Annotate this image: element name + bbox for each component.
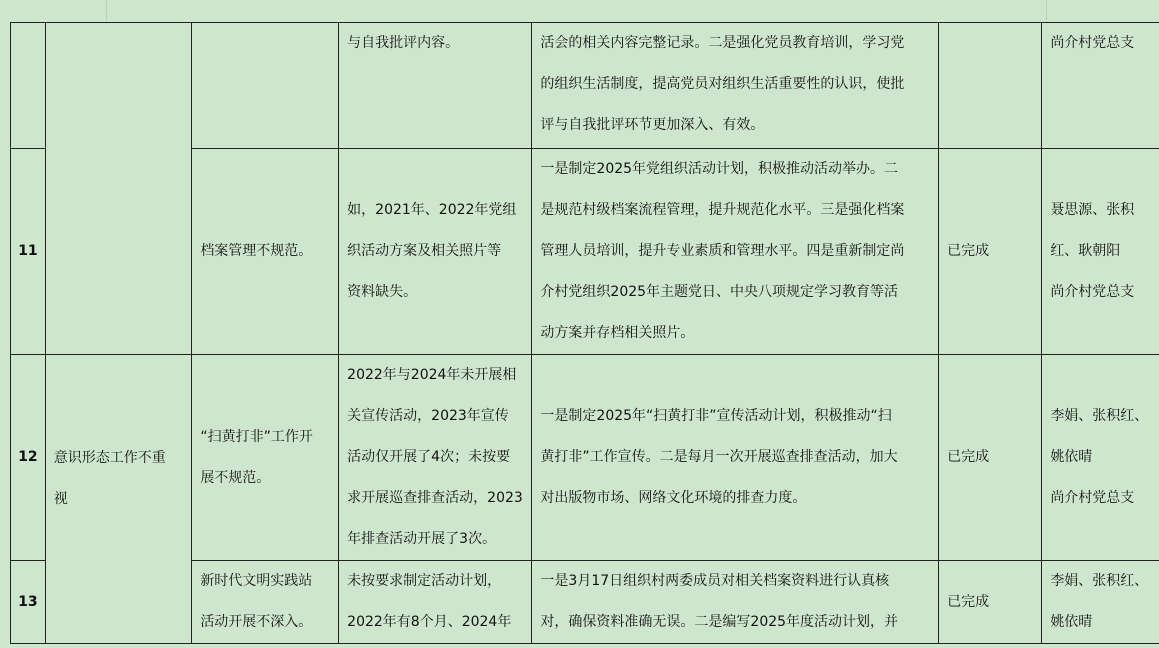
responsible-cell [1042,355,1159,561]
measures-cell [532,561,939,644]
measures-cell [532,149,939,355]
detail-text: 未按要求制定活动计划， 2022年有8个月、2024年 [347,573,512,630]
responsible-cell [1042,561,1159,644]
page-margin-mark-right [1046,0,1047,22]
rectification-table [10,22,1159,644]
status-cell: 已完成 [939,561,1042,644]
measures-cell [532,23,939,149]
detail-cell [339,355,532,561]
responsible-cell [1042,23,1159,149]
table-row [11,23,1159,149]
responsible-text: 李娟、张积红、 姚依晴 尚介村党总支 [1050,408,1149,506]
detail-cell [339,149,532,355]
category-cell [45,355,192,644]
measures-text: 一是制定2025年“扫黄打非”宣传活动计划，积极推动“扫 黄打非”工作宣传。二是每月一次开展巡查排查活动，加大 对出版物市场、网络文化环境的排查力度。 [540,408,898,506]
issue-cell [192,149,339,355]
status-cell [939,23,1042,149]
category-cell [45,23,192,355]
measures-text: 活会的相关内容完整记录。二是强化党员教育培训，学习党 的组织生活制度，提高党员对组织生活重要性的认识，使批 评与自我批评环节更加深入、有效。 [540,35,905,133]
detail-text: 与自我批评内容。 [347,35,460,51]
detail-text: 如，2021年、2022年党组 织活动方案及相关照片等 资料缺失。 [347,202,517,300]
responsible-text: 尚介村党总支 [1050,35,1135,51]
issue-cell [192,355,339,561]
table-row [11,355,1159,561]
issue-text: 档案管理不规范。 [200,243,313,259]
detail-cell [339,561,532,644]
row-number-cell [11,23,46,149]
detail-text: 2022年与2024年未开展相 关宣传活动，2023年宣传 活动仅开展了4次；未按要 求开展巡查排查活动，2023 年排查活动开展了3次。 [347,367,523,547]
row-number-cell: 13 [11,561,46,644]
measures-cell [532,355,939,561]
row-number-cell: 12 [11,355,46,561]
responsible-text: 李娟、张积红、 姚依晴 [1050,573,1149,630]
issue-text: 新时代文明实践站 活动开展不深入。 [200,573,313,630]
issue-cell [192,561,339,644]
detail-cell [339,23,532,149]
status-cell: 已完成 [939,355,1042,561]
page-margin-mark-left [106,0,107,22]
row-number-cell: 11 [11,149,46,355]
issue-cell [192,23,339,149]
status-cell: 已完成 [939,149,1042,355]
responsible-text: 聂思源、张积 红、耿朝阳 尚介村党总支 [1050,202,1135,300]
measures-text: 一是制定2025年党组织活动计划，积极推动活动举办。二 是规范村级档案流程管理，提升规范化水平。三是强化档案 管理人员培训，提升专业素质和管理水平。四是重新制定尚 介村党组织2025年主题党日、中央八项规定学习教育等活 动方案并存档相关照片。 [540,161,905,341]
issue-text: “扫黄打非”工作开 展不规范。 [200,428,313,486]
measures-text: 一是3月17日组织村两委成员对相关档案资料进行认真核 对，确保资料准确无误。二是编写2025年度活动计划，并 [540,573,899,630]
responsible-cell [1042,149,1159,355]
category-text: 意识形态工作不重 视 [53,450,166,507]
